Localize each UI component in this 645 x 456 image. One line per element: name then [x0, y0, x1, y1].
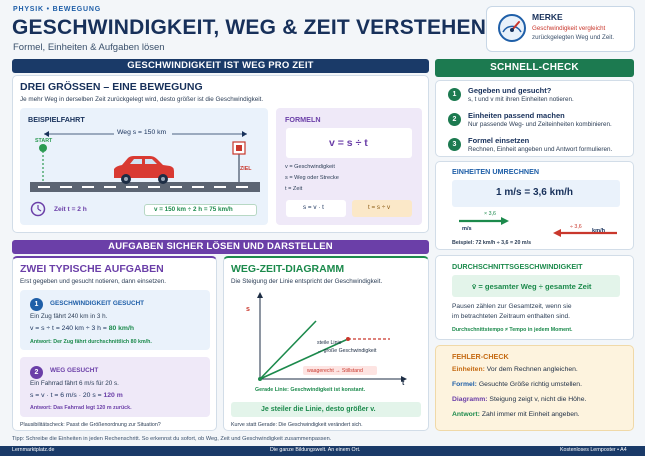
formeln-title: FORMELN — [285, 115, 321, 124]
error-check-item: Antwort: Zahl immer mit Einheit angeben. — [452, 411, 580, 418]
curve-note: Kurve statt Gerade: Die Geschwindigkeit verändert sich. — [231, 422, 363, 428]
example-calc: v = 150 km ÷ 2 h = 75 km/h — [154, 206, 233, 213]
task-1-result: 80 km/h — [108, 325, 134, 332]
step-3-number: 3 — [448, 138, 461, 151]
task-1-calc: v = s ÷ t = 240 km ÷ 3 h = 80 km/h — [30, 325, 134, 332]
conversion-left-label: × 3,6 — [484, 211, 496, 217]
diagram-heading: WEG-ZEIT-DIAGRAMM — [231, 263, 345, 275]
formula-s: s = v · t — [303, 204, 324, 211]
step-2-title: Einheiten passend machen — [468, 111, 565, 120]
unit-conversion-formula: 1 m/s = 3,6 km/h — [496, 187, 573, 198]
merke-title: MERKE — [532, 12, 563, 22]
merke-line-1: Geschwindigkeit vergleicht — [532, 25, 606, 32]
distance-label: Weg s = 150 km — [117, 129, 167, 136]
error-check-item: Diagramm: Steigung zeigt v, nicht die Höhe. — [452, 396, 587, 403]
step-3-title: Formel einsetzen — [468, 136, 530, 145]
conversion-left-unit: m/s — [462, 226, 472, 232]
tasks-intro: Erst gegeben und gesucht notieren, dann einsetzen. — [20, 278, 166, 285]
formula-t: t = s ÷ v — [368, 204, 391, 211]
conversion-right-label: ÷ 3,6 — [570, 224, 582, 230]
error-check-item: Einheiten: Vor dem Rechnen angleichen. — [452, 366, 578, 373]
steep-line-label-1: steile Linie — [317, 340, 342, 346]
tip-text: Tipp: Schreibe die Einheiten in jeden Rechenschritt. So erkennst du sofort, ob Weg, Zeit und Geschwindigkeit zusammenpassen. — [12, 436, 332, 442]
task-1-answer: Antwort: Der Zug fährt durchschnittlich 80 km/h. — [30, 339, 152, 345]
section-bar-quickcheck: SCHNELL-CHECK — [435, 59, 634, 77]
unit-conversion-title: EINHEITEN UMRECHNEN — [452, 167, 540, 176]
task-1-title: GESCHWINDIGKEIT GESUCHT — [50, 300, 145, 307]
speedometer-icon — [496, 12, 528, 44]
error-check-title: FEHLER-CHECK — [452, 352, 509, 361]
average-speed-formula: v̄ = gesamter Weg ÷ gesamte Zeit — [472, 282, 592, 291]
time-label: Zeit t = 2 h — [54, 206, 87, 213]
step-1-title: Gegeben und gesucht? — [468, 86, 552, 95]
kicker: PHYSIK • BEWEGUNG — [13, 6, 102, 13]
task-2-answer: Antwort: Das Fahrrad legt 120 m zurück. — [30, 405, 132, 411]
footer-brand[interactable]: Lernmarktplatz.de — [12, 447, 55, 453]
task-1-given: Ein Zug fährt 240 km in 3 h. — [30, 313, 108, 320]
footer-slogan: Die ganze Bildungswelt. An einem Ort. — [270, 447, 361, 453]
section-bar-speed: GESCHWINDIGKEIT IST WEG PRO ZEIT — [12, 59, 429, 73]
task-2-given: Ein Fahrrad fährt 6 m/s für 20 s. — [30, 380, 119, 387]
diagram-y-label: s — [246, 306, 250, 313]
tasks-heading: ZWEI TYPISCHE AUFGABEN — [20, 263, 164, 275]
main-formula: v = s ÷ t — [329, 137, 368, 149]
average-speed-note: Durchschnittstempo ≠ Tempo in jedem Moment. — [452, 327, 573, 333]
task-2-result: 120 m — [103, 392, 123, 399]
three-quantities-intro: Je mehr Weg in derselben Zeit zurückgelegt wird, desto größer ist die Geschwindigkeit. — [20, 96, 264, 103]
page-title: GESCHWINDIGKEIT, WEG & ZEIT VERSTEHEN — [12, 16, 487, 39]
diagram-intro: Die Steigung der Linie entspricht der Geschwindigkeit. — [231, 278, 383, 285]
step-1-text: s, t und v mit ihren Einheiten notieren. — [468, 96, 574, 103]
formula-legend-s: s = Weg oder Strecke — [285, 175, 339, 181]
diagram-highlight: Je steiler die Linie, desto größer v. — [261, 406, 376, 413]
step-3-text: Rechnen, Einheit angeben und Antwort formulieren. — [468, 146, 613, 153]
section-bar-tasks: AUFGABEN SICHER LÖSEN UND DARSTELLEN — [12, 240, 429, 254]
average-speed-text-2: im betrachteten Zeitraum enthalten sind. — [452, 313, 571, 320]
task-2-title: WEG GESUCHT — [50, 367, 99, 374]
average-speed-title: DURCHSCHNITTSGESCHWINDIGKEIT — [452, 262, 583, 271]
error-check-item: Formel: Gesuchte Größe richtig umstellen. — [452, 381, 582, 388]
three-quantities-heading: DREI GRÖSSEN – EINE BEWEGUNG — [20, 81, 203, 93]
flat-line-label: waagerecht → Stillstand — [307, 367, 363, 374]
conversion-example: Beispiel: 72 km/h ÷ 3,6 = 20 m/s — [452, 240, 532, 246]
merke-line-2: zurückgelegten Weg und Zeit. — [532, 34, 615, 41]
task-1-number: 1 — [30, 298, 43, 311]
conversion-right-unit: km/h — [592, 228, 606, 234]
example-trip-title: BEISPIELFAHRT — [28, 115, 85, 124]
straight-line-note: Gerade Linie: Geschwindigkeit ist konstant. — [255, 387, 366, 393]
formula-legend-t: t = Zeit — [285, 186, 303, 192]
diagram-x-label: t — [402, 380, 405, 387]
task-2-calc: s = v · t = 6 m/s · 20 s = 120 m — [30, 392, 123, 399]
step-2-number: 2 — [448, 113, 461, 126]
steep-line-label-2: → große Geschwindigkeit — [317, 348, 377, 354]
step-1-number: 1 — [448, 88, 461, 101]
step-2-text: Nur passende Weg- und Zeiteinheiten kombinieren. — [468, 121, 612, 128]
footer-note: Kostenloses Lernposter • A4 — [560, 447, 627, 453]
task-2-number: 2 — [30, 366, 43, 379]
formula-legend-v: v = Geschwindigkeit — [285, 164, 335, 170]
start-label: START — [35, 138, 53, 144]
ziel-label: ZIEL — [240, 166, 252, 172]
plausibility-check: Plausibilitätscheck: Passt die Größenordnung zur Situation? — [20, 422, 161, 428]
page-subtitle: Formel, Einheiten & Aufgaben lösen — [13, 42, 165, 53]
average-speed-text-1: Pausen zählen zur Gesamtzeit, wenn sie — [452, 303, 572, 310]
